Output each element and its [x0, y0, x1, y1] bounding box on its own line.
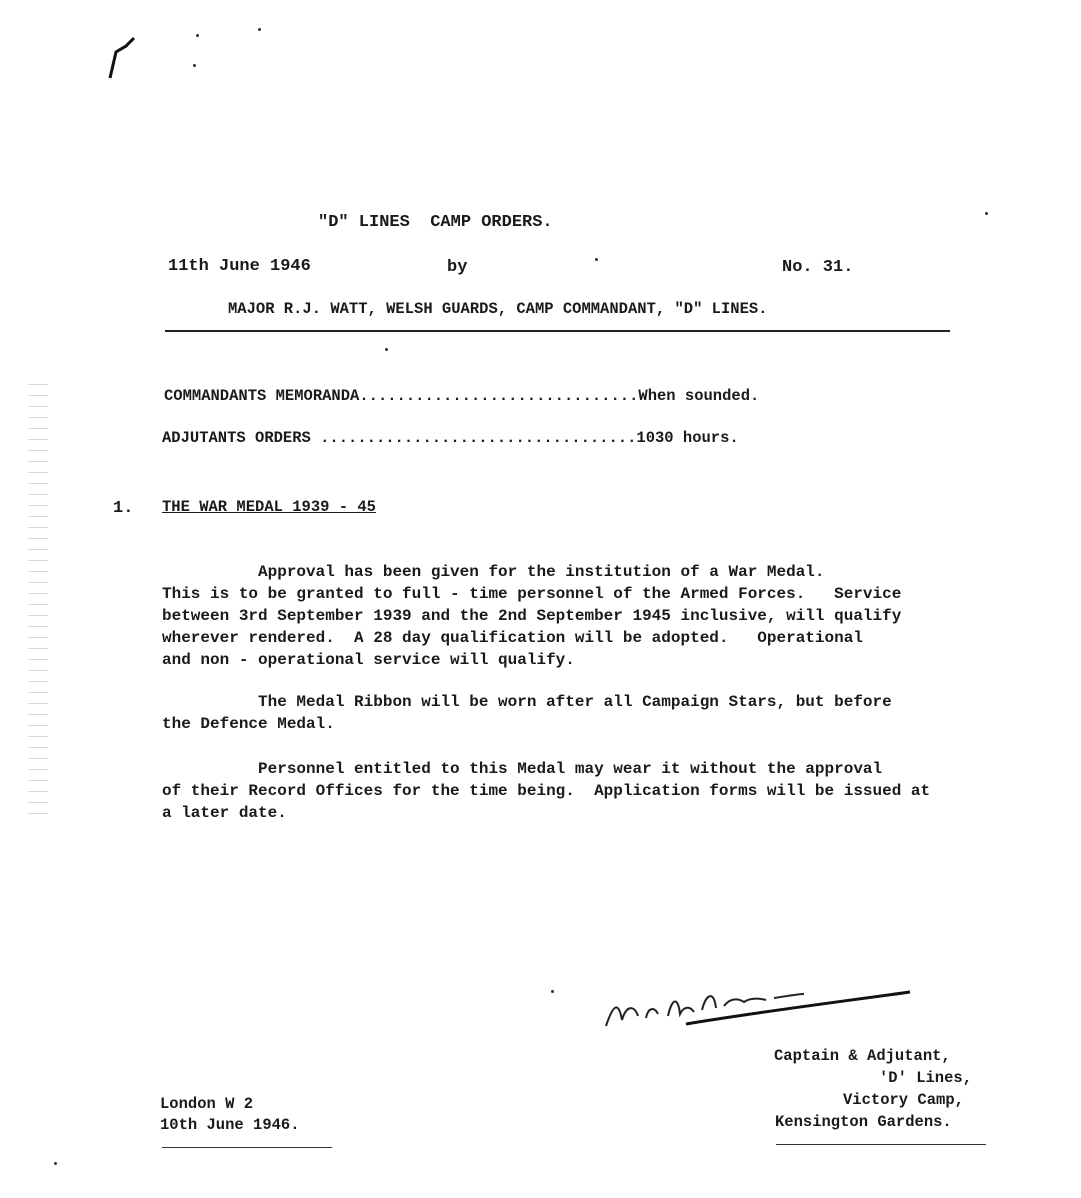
speck: [54, 1162, 57, 1165]
speck: [385, 348, 388, 351]
order-number: No. 31.: [782, 258, 854, 277]
scan-edge-noise: [28, 380, 48, 820]
paragraph-line: This is to be granted to full - time personnel of the Armed Forces. Service: [162, 585, 902, 603]
speck: [985, 212, 988, 215]
paragraph-line: and non - operational service will qualify.: [162, 651, 575, 669]
place-date-underline: [162, 1147, 332, 1148]
schedule-label: COMMANDANTS MEMORANDA: [164, 387, 360, 405]
paragraph-line: of their Record Offices for the time being. Application forms will be issued at: [162, 782, 931, 800]
handwritten-signature: [598, 968, 928, 1038]
paragraph-line: between 3rd September 1939 and the 2nd September 1945 inclusive, will qualify: [162, 607, 902, 625]
paragraph-line: Approval has been given for the institution of a War Medal.: [162, 563, 825, 581]
speck: [196, 34, 199, 37]
signature-underline: [776, 1144, 986, 1145]
speck: [193, 64, 196, 67]
schedule-value: When sounded.: [638, 387, 760, 405]
paragraph-line: The Medal Ribbon will be worn after all Campaign Stars, but before: [162, 693, 892, 711]
signatory-camp: Victory Camp,: [843, 1091, 964, 1109]
signatory-unit: 'D' Lines,: [879, 1069, 973, 1087]
schedule-value: 1030 hours.: [636, 429, 739, 447]
schedule-leader: ..................................: [310, 429, 637, 447]
paragraph-3: [162, 736, 930, 868]
section-number: 1.: [113, 499, 134, 518]
speck: [595, 258, 598, 261]
by-label: by: [447, 258, 468, 277]
paragraph-line: wherever rendered. A 28 day qualification will be adopted. Operational: [162, 629, 863, 647]
corner-mark-icon: [104, 34, 144, 84]
paragraph-line: the Defence Medal.: [162, 715, 335, 733]
paragraph-line: a later date.: [162, 804, 287, 822]
schedule-label: ADJUTANTS ORDERS: [162, 429, 311, 447]
schedule-row-adjutants: [162, 428, 739, 449]
order-date: 11th June 1946: [168, 257, 311, 276]
document-title: "D" LINES CAMP ORDERS.: [318, 213, 553, 232]
issuer-line: MAJOR R.J. WATT, WELSH GUARDS, CAMP COMMANDANT, "D" LINES.: [228, 300, 768, 318]
schedule-leader: ..............................: [359, 387, 639, 405]
section-heading: THE WAR MEDAL 1939 - 45: [162, 498, 376, 516]
speck: [258, 28, 261, 31]
speck: [551, 990, 554, 993]
signatory-location: Kensington Gardens.: [775, 1113, 952, 1131]
issue-date: 10th June 1946.: [160, 1116, 300, 1134]
place: London W 2: [160, 1095, 254, 1113]
schedule-row-commandants: [164, 386, 759, 407]
paragraph-line: Personnel entitled to this Medal may wear it without the approval: [162, 760, 883, 778]
header-divider: [165, 330, 950, 332]
signatory-title: Captain & Adjutant,: [774, 1047, 951, 1065]
